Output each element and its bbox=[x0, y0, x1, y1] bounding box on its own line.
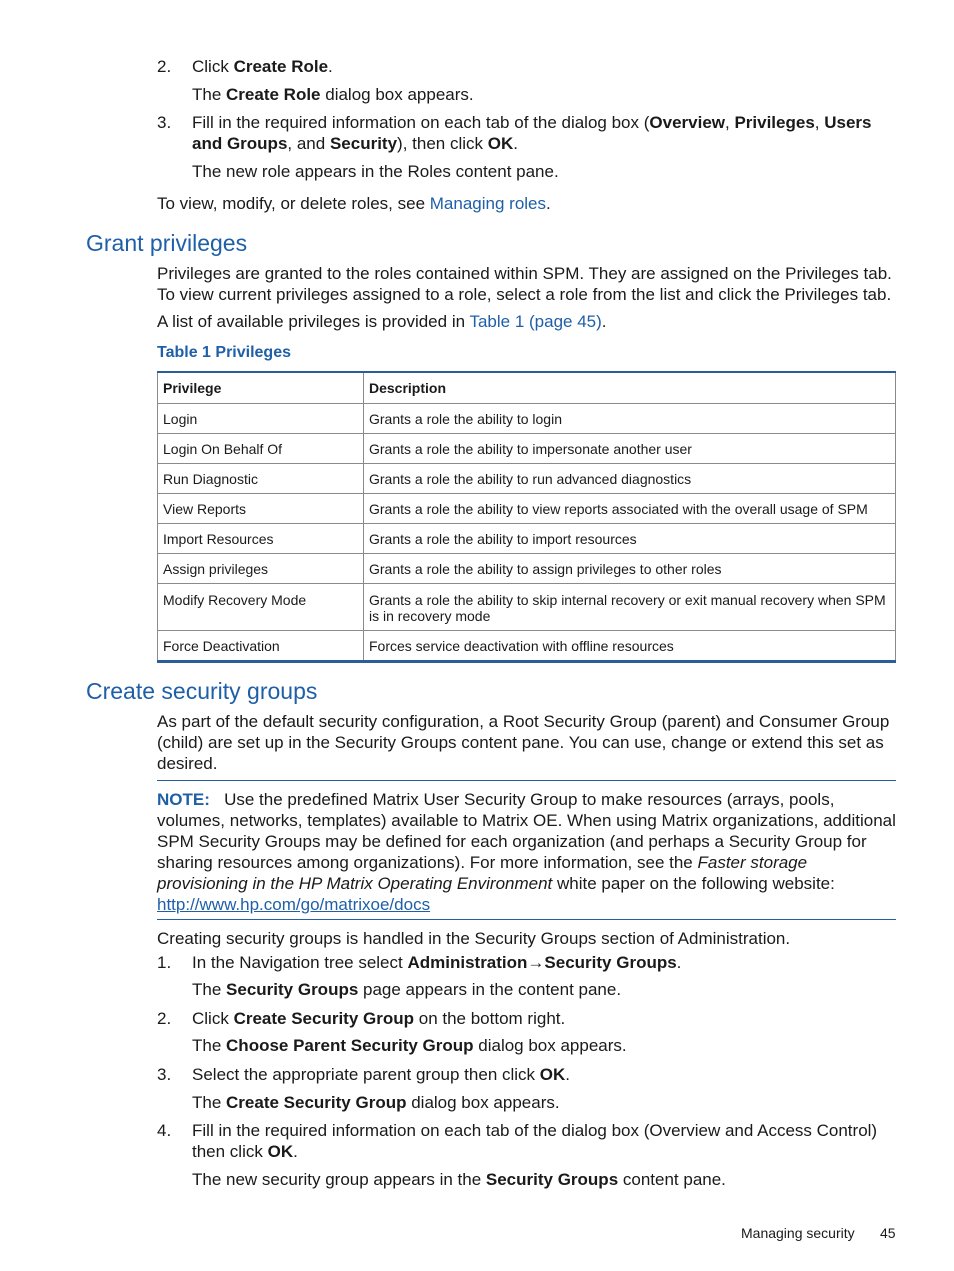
step-text: Fill in the required information on each tab of the dialog box (Overview and Access Control) then click OK. bbox=[192, 1121, 878, 1161]
table-row bbox=[158, 524, 896, 554]
table-1-link[interactable]: Table 1 (page 45) bbox=[469, 312, 602, 331]
note-block: NOTE: Use the predefined Matrix User Security Group to make resources (arrays, pools, volumes, networks, templates) available to Matrix OE. When using Matrix organizations, additional SPM Security Groups may be defined for each organization (and perhaps a Security Group for sharing resources among organizations). For more information, see the Faster storage provisioning in the HP Matrix Operating Environment white paper on the following website: http://www.hp.com/go/matrixoe/docs bbox=[157, 790, 896, 914]
privilege-cell: Modify Recovery Mode bbox=[158, 584, 364, 631]
description-cell: Grants a role the ability to view reports associated with the overall usage of SPM bbox=[364, 494, 896, 524]
table-caption: Table 1 Privileges bbox=[157, 344, 291, 361]
step-number: 3. bbox=[157, 113, 172, 132]
table-row bbox=[158, 404, 896, 434]
note-top-rule bbox=[157, 780, 896, 781]
privilege-cell: Import Resources bbox=[158, 524, 364, 554]
column-header: Privilege bbox=[158, 372, 364, 404]
note-label: NOTE: bbox=[157, 790, 210, 809]
description-cell: Grants a role the ability to import resources bbox=[364, 524, 896, 554]
table-row bbox=[158, 434, 896, 464]
step-result: The new security group appears in the Security Groups content pane. bbox=[192, 1170, 726, 1189]
step-result: The Create Role dialog box appears. bbox=[192, 85, 474, 104]
step-number: 1. bbox=[157, 953, 172, 972]
step-text: Fill in the required information on each tab of the dialog box (Overview, Privileges, Users and Groups, and Security), then click OK. bbox=[192, 113, 872, 153]
see-roles-text: To view, modify, or delete roles, see Managing roles. bbox=[157, 194, 551, 213]
step-number: 3. bbox=[157, 1065, 172, 1084]
privilege-cell: View Reports bbox=[158, 494, 364, 524]
note-bottom-rule bbox=[157, 919, 896, 920]
step-text: In the Navigation tree select Administration→Security Groups. bbox=[192, 953, 682, 972]
description-cell: Forces service deactivation with offline resources bbox=[364, 631, 896, 662]
step-number: 2. bbox=[157, 57, 172, 76]
table-header-row bbox=[158, 372, 896, 404]
privilege-cell: Login bbox=[158, 404, 364, 434]
matrixoe-docs-link[interactable]: http://www.hp.com/go/matrixoe/docs bbox=[157, 895, 431, 914]
privilege-cell: Force Deactivation bbox=[158, 631, 364, 662]
description-cell: Grants a role the ability to run advanced diagnostics bbox=[364, 464, 896, 494]
step-number: 4. bbox=[157, 1121, 172, 1140]
column-header: Description bbox=[364, 372, 896, 404]
step-result: The Choose Parent Security Group dialog box appears. bbox=[192, 1036, 627, 1055]
step-number: 2. bbox=[157, 1009, 172, 1028]
table-row bbox=[158, 584, 896, 631]
privilege-cell: Run Diagnostic bbox=[158, 464, 364, 494]
create-security-groups-heading: Create security groups bbox=[86, 678, 318, 704]
step-result: The Create Security Group dialog box appears. bbox=[192, 1093, 560, 1112]
privilege-cell: Assign privileges bbox=[158, 554, 364, 584]
privileges-table bbox=[157, 371, 896, 663]
step-result: The Security Groups page appears in the content pane. bbox=[192, 980, 622, 999]
step-text: Click Create Role. bbox=[192, 57, 333, 76]
table-row bbox=[158, 494, 896, 524]
footer-section-title: Managing security bbox=[741, 1225, 855, 1241]
description-cell: Grants a role the ability to login bbox=[364, 404, 896, 434]
description-cell: Grants a role the ability to impersonate another user bbox=[364, 434, 896, 464]
description-cell: Grants a role the ability to assign privileges to other roles bbox=[364, 554, 896, 584]
grant-paragraph: Privileges are granted to the roles contained within SPM. They are assigned on the Privileges tab. To view current privileges assigned to a role, select a role from the list and click the Privileges tab. bbox=[157, 264, 892, 304]
step-result: The new role appears in the Roles content pane. bbox=[192, 162, 559, 181]
security-paragraph: As part of the default security configuration, a Root Security Group (parent) and Consumer Group (child) are set up in the Security Groups content pane. You can use, change or extend this set as desired. bbox=[157, 712, 890, 773]
description-cell: Grants a role the ability to skip internal recovery or exit manual recovery when SPM is in recovery mode bbox=[364, 584, 896, 631]
table-row bbox=[158, 464, 896, 494]
grant-privileges-heading: Grant privileges bbox=[86, 230, 248, 256]
table-row bbox=[158, 631, 896, 662]
security-intro: Creating security groups is handled in the Security Groups section of Administration. bbox=[157, 929, 791, 948]
grant-table-reference: A list of available privileges is provided in Table 1 (page 45). bbox=[157, 312, 607, 331]
page-number: 45 bbox=[880, 1225, 896, 1241]
privilege-cell: Login On Behalf Of bbox=[158, 434, 364, 464]
step-text: Click Create Security Group on the bottom right. bbox=[192, 1009, 566, 1028]
table-row bbox=[158, 554, 896, 584]
managing-roles-link[interactable]: Managing roles bbox=[429, 194, 547, 213]
step-text: Select the appropriate parent group then click OK. bbox=[192, 1065, 571, 1084]
